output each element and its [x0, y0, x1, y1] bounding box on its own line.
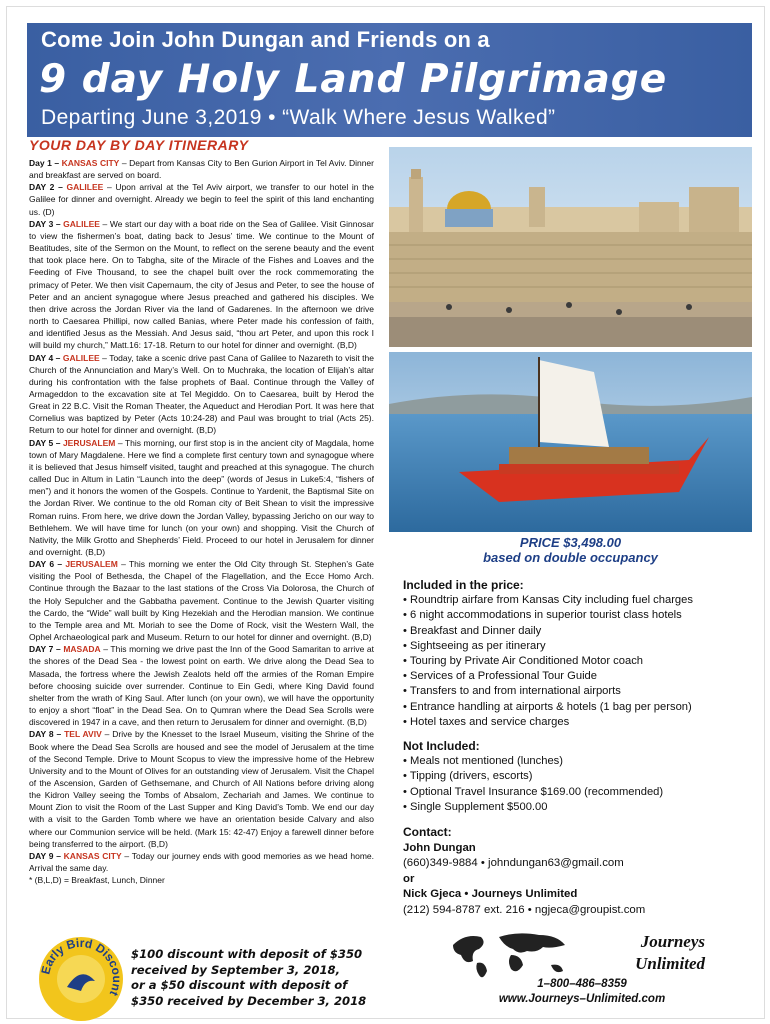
included-item: • Touring by Private Air Conditioned Motor coach — [403, 655, 644, 668]
itinerary-day — [29, 352, 374, 437]
contact-name: John Dungan — [403, 841, 476, 854]
day-city: GALILEE — [62, 352, 100, 363]
day-label: DAY 5 – — [29, 437, 63, 448]
itinerary-day — [29, 181, 374, 217]
contact-heading: Contact: — [403, 825, 452, 839]
itinerary-body — [29, 157, 374, 937]
included-item: • Transfers to and from international airports — [403, 685, 621, 698]
not-included-item: • Meals not mentioned (lunches) — [403, 755, 564, 768]
not-included-item: • Optional Travel Insurance $169.00 (recommended) — [403, 785, 664, 798]
day-city: MASADA — [63, 644, 101, 655]
itinerary-day — [29, 157, 374, 181]
header-title: 9 day Holy Land Pilgrimage — [39, 57, 668, 102]
early-bird-offer — [131, 947, 371, 1009]
day-text: – This morning we enter the Old City through St. Stephen’s Gate visiting the Pool of Bethesda, the Chapel of the Flagellation, and the Ecce Homo Arch. Continue through the Bazaar to the last stations of the Cross Via Dolorosa, the Church of the Holy Sepulcher and the Gabbatha pavement. Continue to the Jewish Quarter visiting the Cardo, the “Wide” wall built by King Hezekiah and the Herodian mansion. We continue to the Temple area and Mt. Moriah to see the Dome of Rock, visit the Western Wall, the Ophel Archaeological park and Museum. Return to our hotel for dinner and overnight. (B,D) — [29, 559, 374, 643]
early-bird-badge — [37, 935, 125, 1023]
not-included-section — [403, 739, 753, 815]
included-item: • Sightseeing as per itinerary — [403, 639, 546, 652]
itinerary-footnote: * (B,L,D) = Breakfast, Lunch, Dinner — [29, 875, 165, 886]
included-item: • Hotel taxes and service charges — [403, 715, 570, 728]
header-banner — [27, 23, 752, 137]
included-item: • Entrance handling at airports & hotels (1 bag per person) — [403, 700, 692, 713]
day-city: KANSAS CITY — [63, 850, 122, 861]
price-block — [389, 535, 752, 565]
offer-line: $350 received by December 3, 2018 — [131, 993, 367, 1008]
day-label: DAY 9 – — [29, 850, 64, 861]
included-item: • Services of a Professional Tour Guide — [403, 670, 597, 683]
flyer-page — [6, 6, 765, 1019]
price-basis: based on double occupancy — [483, 550, 658, 565]
itinerary-day — [29, 850, 374, 874]
contact-details: (660)349-9884 • johndungan63@gmail.com — [403, 857, 624, 869]
logo-line-2: Unlimited — [635, 954, 705, 973]
included-section — [403, 578, 753, 730]
day-text: – This morning we drive past the Inn of the Good Samaritan to arrive at the shores of the Dead Sea - the lowest point on earth. We drive along the Dead Sea to Masada, the fortress where the Jewish Zealots held off the armies of the Roman Empire before choosing suicide over surrender. Continue to Ein Gedi, where King David found shelter from the wrath of King Saul. After lunch (on your own), we will have the opportunity to enjoy a short “float” in the Dead Sea. On to Qumran where the Dead Sea Scrolls were discovered in 1947 in a cave, and then return to Jerusalem for dinner and overnight. (B,D) — [29, 644, 374, 728]
western-wall-image — [389, 147, 752, 347]
day-text: – Drive by the Knesset to the Israel Museum, visiting the Shrine of the Book where the Dead Sea Scrolls are housed and see the model of Jerusalem at the time of the Second Temple. Drive to Mount Scopus to view the impressive home of the Hebrew University and to the Mount of Olives for an outstanding view of Jerusalem. Visit the Chapel of the Ascension, Garden of Gethsemane, and Church of All Nations before driving along the Kidron Valley seeing the Tombs of Absalom, Zechariah and James. We continue to Mount Zion to visit the Room of the Last Supper and King David’s Tomb. We end our day with a visit to the Garden Tomb where we have an orientation beside Calvary and also where our Communion service will be held. (Mark 15: 42-47) Enjoy a farewell dinner before being transferred to the airport. (B,D) — [29, 729, 374, 849]
company-info — [447, 977, 717, 1007]
offer-line: or a $50 discount with deposit of — [131, 978, 348, 993]
day-city: JERUSALEM — [62, 437, 116, 448]
galilee-boat-photo — [389, 352, 752, 532]
day-text: – This morning, our first stop is in the ancient city of Magdala, home town of Mary Magdalene. Here we find a complete first century town and synagogue where it is believed that Jesus himself visited, taught and preached at this synagogue. The church called Duc in Altum in Latin “Launch into the deep” (words of Jesus in Luke5:4, “fishers of men”) and it honors the women of the Gospels. Continue to Yardenit, the Baptismal Site on the Jordan River. We continue to the old Roman city of Beit Shean to visit the impressive Roman ruins. From here, we drive down the Jordan Valley, bypassing Jericho on our way to Bethlehem. We will have time for lunch (on your own) and shopping. Visit the Church of Nativity, the Milk Grotto and Shepherds’ Field. Proceed to our hotel in Jerusalem for dinner and overnight. (B,D) — [29, 437, 374, 557]
day-label: DAY 3 – — [29, 218, 64, 229]
day-city: GALILEE — [66, 182, 104, 193]
company-phone: 1–800–486–8359 — [537, 978, 627, 990]
contact-details-2: (212) 594-8787 ext. 216 • ngjeca@groupist.com — [403, 903, 646, 916]
offer-line: $100 discount with deposit of $350 — [131, 947, 363, 961]
contact-section — [403, 825, 753, 918]
price-amount: PRICE $3,498.00 — [519, 535, 622, 550]
day-text: – Today, take a scenic drive past Cana of Galilee to Nazareth to visit the Church of the Annunciation and Mary’s Well. On to Muchraka, the location of Elijah’s altar during his confrontation with the false prophets of Baal. Continue through the Valley of Armageddon to the excavation site at Tel Megiddo. On to Caesarea, built by Herod the Great in 22 B.C. Visit the Roman Theater, the Aqueduct and Herodian Port. It was here that Cornelius was baptized by Peter (Acts 10:24-28) and Paul was brought to trial (Acts 25). Return to our hotel for dinner and overnight. (B,D) — [29, 352, 374, 436]
logo-line-1: Journeys — [640, 932, 705, 951]
journeys-unlimited-logo — [447, 925, 717, 983]
not-included-heading: Not Included: — [403, 739, 480, 753]
itinerary-day — [29, 218, 374, 352]
badge-text: Early Bird Discount — [38, 935, 125, 999]
day-city: KANSAS CITY — [61, 158, 120, 168]
day-label: Day 1 – — [29, 158, 62, 168]
itinerary-day — [29, 728, 374, 850]
day-label: DAY 2 – — [29, 182, 67, 193]
day-text: – Depart from Kansas City to Ben Gurion Airport in Tel Aviv. Dinner and breakfast are served on board. — [29, 158, 374, 181]
day-label: DAY 4 – — [29, 352, 63, 363]
day-label: DAY 6 – — [29, 559, 66, 570]
itinerary-day — [29, 558, 374, 643]
day-label: DAY 7 – — [29, 644, 64, 655]
header-subtitle: Departing June 3,2019 • “Walk Where Jesus Walked” — [41, 106, 556, 129]
jerusalem-photo — [389, 147, 752, 347]
not-included-item: • Tipping (drivers, escorts) — [403, 770, 533, 783]
company-website[interactable]: www.Journeys–Unlimited.com — [498, 993, 666, 1005]
contact-name-2: Nick Gjeca • Journeys Unlimited — [403, 888, 578, 900]
itinerary-day — [29, 437, 374, 559]
itinerary-day — [29, 643, 374, 728]
day-text: – We start our day with a boat ride on the Sea of Galilee. Visit Ginnosar to view the fishermen’s boat, dating back to Jesus’ time. We continue to the Mount of Beatitudes, site of the Sermon on the Mount, to reflect on the serene beauty and the event that took place here. On to Tabgha, site of the Miracle of the Fishes and Loaves and the Feeding of Five Thousand, to see the chapel built over the rock commemorating the primacy of Peter. We then visit Capernaum, the city of Jesus and Peter, to see the house of Peter and an ancient synagogue where Jesus preached and gathered his disciples. We then drive across the Jordan River via the land of Gadarenes. In the afternoon we drive north to Caesarea Phillipi, now called Banias, where Peter made his confession of faith, and identified Jesus as the Messiah. And Jesus said, “thou art Peter, and upon this rock I will build my church,” Matt.16: 17-18. Return to our hotel for dinner and overnight. (B,D) — [29, 218, 374, 351]
boat-image — [389, 352, 752, 532]
day-city: JERUSALEM — [65, 559, 118, 570]
included-item: • 6 night accommodations in superior tourist class hotels — [403, 609, 682, 622]
itinerary-heading: YOUR DAY BY DAY ITINERARY — [29, 137, 249, 153]
day-city: TEL AVIV — [64, 729, 102, 740]
included-heading: Included in the price: — [403, 578, 524, 592]
offer-line: received by September 3, 2018, — [131, 962, 341, 977]
included-item: • Breakfast and Dinner daily — [403, 624, 542, 637]
day-city: GALILEE — [63, 218, 100, 229]
not-included-item: • Single Supplement $500.00 — [403, 800, 548, 813]
day-text: – Upon arrival at the Tel Aviv airport, we transfer to our hotel in the Galilee for dinner and overnight. Already we begin to feel the spirit of this land enchanting us. (D) — [29, 182, 374, 217]
included-item: • Roundtrip airfare from Kansas City including fuel charges — [403, 594, 693, 607]
world-map-icon — [453, 933, 565, 977]
contact-or: or — [403, 872, 415, 885]
day-text: – Today our journey ends with good memories as we head home. Arrival the same day. — [29, 850, 374, 874]
header-intro: Come Join John Dungan and Friends on a — [41, 27, 490, 52]
day-label: DAY 8 – — [29, 729, 65, 740]
